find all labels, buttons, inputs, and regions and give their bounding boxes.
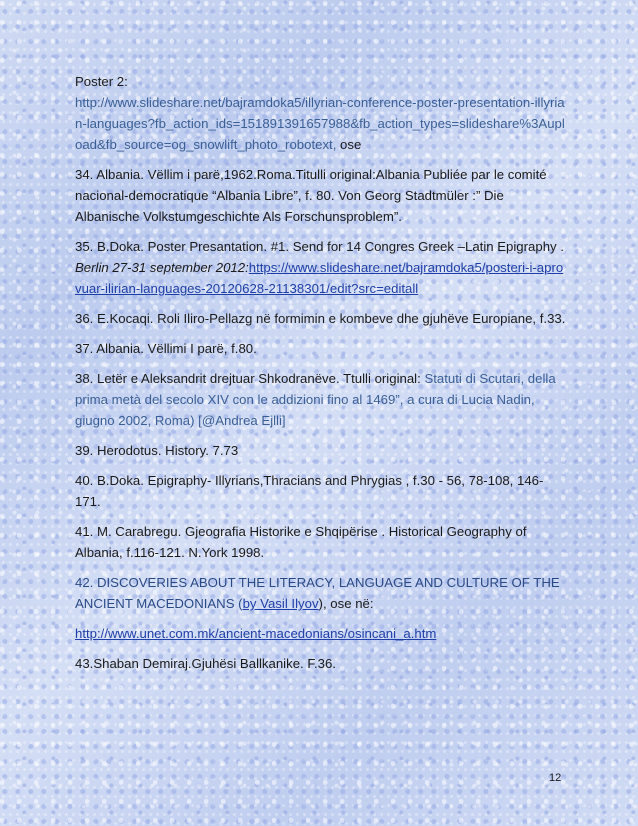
page-number: 12 (549, 772, 562, 784)
reference-40: 40. B.Doka. Epigraphy- Illyrians,Thracians and Phrygias , f.30 - 56, 78-108, 146-171. (75, 473, 544, 509)
reference-38 (75, 368, 567, 431)
reference-34: 34. Albania. Vëllim i parë,1962.Roma.Titulli original:Albania Publiée par le comité nacional-democratique “Albania Libre”, f. 80. Von Georg Stadtmüler :” Die Albanische Volkstumgeschichte Als Forschunsproblem”. (75, 167, 547, 224)
reference-42-suffix: ), ose në: (318, 596, 374, 611)
reference-42 (75, 572, 567, 614)
reference-38-text: 38. Letër e Aleksandrit drejtuar Shkodranëve. Ttulli original: (75, 371, 425, 386)
reference-39: 39. Herodotus. History. 7.73 (75, 443, 239, 458)
poster-2-suffix: ose (336, 137, 362, 152)
reference-42-url-line (75, 623, 567, 644)
reference-35-link[interactable]: https://www.slideshare.net/bajramdoka5/posteri-i-aprovuar-ilirian-languages-20120628-21138301/edit?src=editall (75, 260, 564, 296)
reference-35-text: 35. B.Doka. Poster Presantation. #1. Send for 14 Congres Greek –Latin Epigraphy . (75, 239, 564, 254)
reference-37: 37. Albania. Vëllimi I parë, f.80. (75, 341, 257, 356)
reference-42-text: 42. DISCOVERIES ABOUT THE LITERACY, LANGUAGE AND CULTURE OF THE ANCIENT MACEDONIANS ( (75, 575, 560, 611)
reference-42-author-link[interactable]: by Vasil Ilyov (242, 596, 319, 611)
reference-43: 43.Shaban Demiraj.Gjuhësi Ballkanike. F.36. (75, 656, 336, 671)
reference-35-italic: Berlin 27-31 september 2012: (75, 260, 249, 275)
reference-38-blue: Statuti di Scutari, della prima metà del secolo XIV con le addizioni fino al 1469”, a cura di Lucia Nadin, giugno 2002, Roma) [@Andrea Ejlli] (75, 371, 556, 428)
reference-poster-2 (75, 71, 567, 155)
reference-35 (75, 236, 567, 299)
poster-label: Poster 2: (75, 74, 128, 89)
reference-36: 36. E.Kocaqi. Roli Iliro-Pellazg në formimin e kombeve dhe gjuhëve Europiane, f.33. (75, 311, 566, 326)
reference-42-link[interactable]: http://www.unet.com.mk/ancient-macedonians/osincani_a.htm (75, 626, 437, 641)
references-list (75, 71, 567, 683)
reference-41: 41. M. Carabregu. Gjeografia Historike e Shqipërise . Historical Geography of Albania, f.116-121. N.York 1998. (75, 524, 527, 560)
poster-2-link[interactable]: http://www.slideshare.net/bajramdoka5/illyrian-conference-poster-presentation-illyrian-languages?fb_action_ids=151891391657988&fb_action_types=slideshare%3Aupload&fb_source=og_snowlift_photo_robotext, (75, 95, 565, 152)
